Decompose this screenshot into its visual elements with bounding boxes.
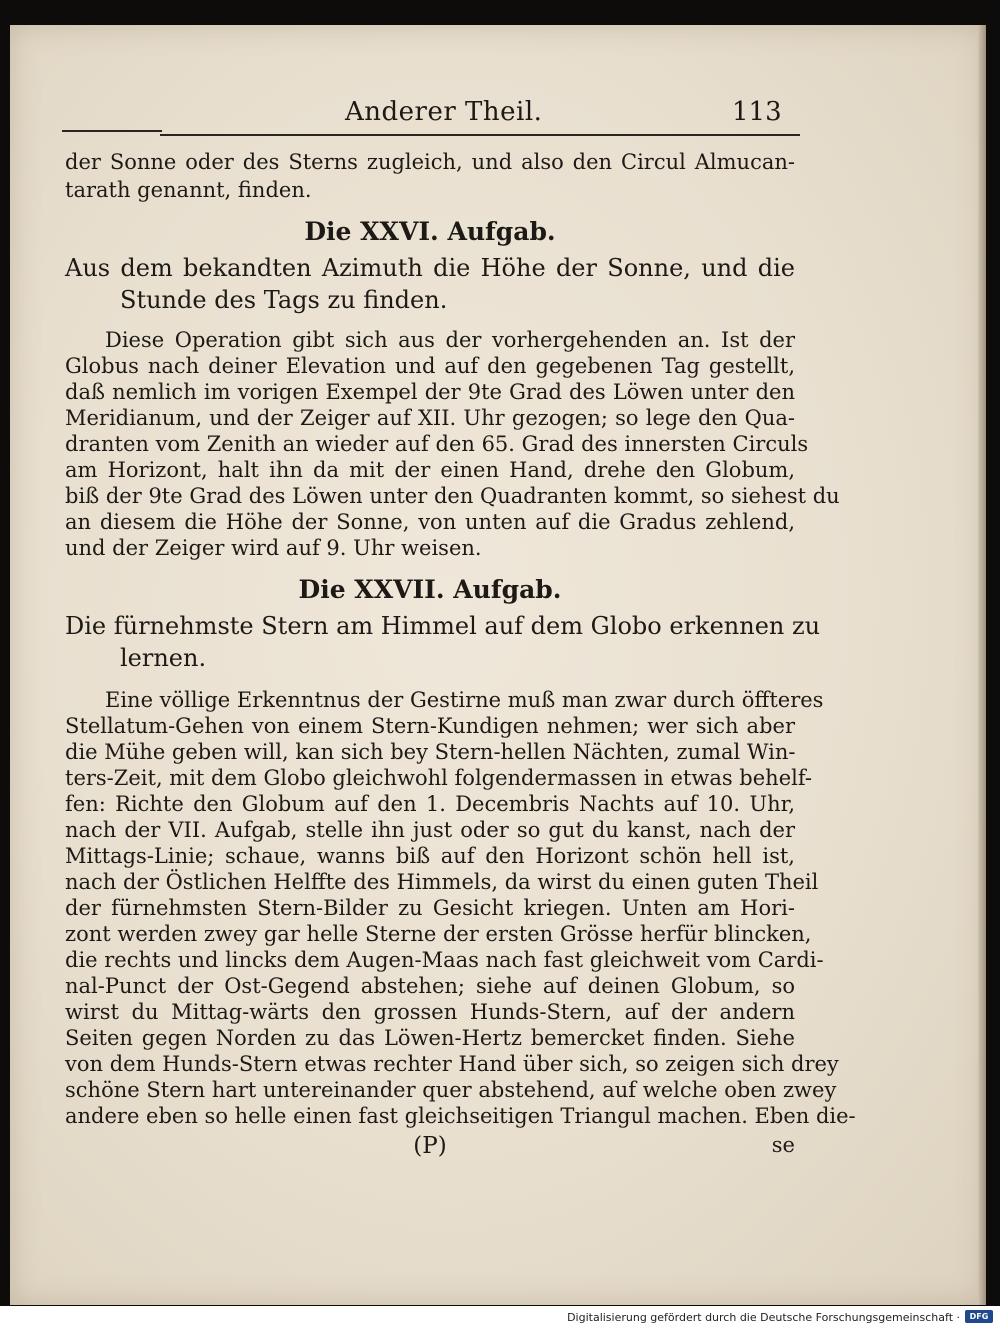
- body-line: Meridianum, und der Zeiger auf XII. Uhr gezogen; so lege den Qua-: [65, 406, 795, 430]
- catchword: se: [771, 1133, 795, 1157]
- continuation-line: tarath genannt, finden.: [65, 178, 312, 202]
- body-line: Diese Operation gibt sich aus der vorhergehenden an. Ist der: [105, 328, 795, 352]
- body-line: die rechts und lincks dem Augen-Maas nach fast gleichweit vom Cardi-: [65, 948, 824, 972]
- section-title-line: Aus dem bekandten Azimuth die Höhe der Sonne, und die: [65, 254, 795, 282]
- header-rule: [160, 134, 800, 136]
- body-line: am Horizont, halt ihn da mit der einen Hand, drehe den Globum,: [65, 458, 795, 482]
- dfg-logo-icon[interactable]: DFG: [965, 1310, 993, 1323]
- continuation-line: der Sonne oder des Sterns zugleich, und also den Circul Almucan-: [65, 150, 795, 174]
- body-line: biß der 9te Grad des Löwen unter den Quadranten kommt, so siehest du: [65, 484, 840, 508]
- section-title-line: Die fürnehmste Stern am Himmel auf dem Globo erkennen zu: [65, 612, 821, 640]
- page-number: 113: [732, 97, 782, 127]
- body-line: daß nemlich im vorigen Exempel der 9te Grad des Löwen unter den: [65, 380, 795, 404]
- body-line: Mittags-Linie; schaue, wanns biß auf den Horizont schön hell ist,: [65, 844, 795, 868]
- body-line: ters-Zeit, mit dem Globo gleichwohl folgendermassen in etwas behelf-: [65, 766, 812, 790]
- body-line: nach der VII. Aufgab, stelle ihn just oder so gut du kanst, nach der: [65, 818, 795, 842]
- body-line: dranten vom Zenith an wieder auf den 65. Grad des innersten Circuls: [65, 432, 809, 456]
- body-line: und der Zeiger wird auf 9. Uhr weisen.: [65, 536, 482, 560]
- header-rule-left: [62, 130, 162, 132]
- footer-credit: Digitalisierung gefördert durch die Deutsche Forschungsgemeinschaft ·: [567, 1311, 960, 1324]
- body-line: andere eben so helle einen fast gleichseitigen Triangul machen. Eben die-: [65, 1104, 856, 1128]
- signature-mark: (P): [413, 1133, 447, 1159]
- body-line: an diesem die Höhe der Sonne, von unten auf die Gradus zehlend,: [65, 510, 795, 534]
- section-heading-26: Die XXVI. Aufgab.: [304, 217, 556, 246]
- section-heading-27: Die XXVII. Aufgab.: [298, 575, 562, 604]
- body-line: von dem Hunds-Stern etwas rechter Hand über sich, so zeigen sich drey: [65, 1052, 839, 1076]
- body-line: der fürnehmsten Stern-Bilder zu Gesicht kriegen. Unten am Hori-: [65, 896, 795, 920]
- section-title-line: Stunde des Tags zu finden.: [120, 286, 448, 314]
- body-line: zont werden zwey gar helle Sterne der ersten Grösse herfür blincken,: [65, 922, 812, 946]
- body-line: fen: Richte den Globum auf den 1. Decembris Nachts auf 10. Uhr,: [65, 792, 795, 816]
- body-line: die Mühe geben will, kan sich bey Stern-hellen Nächten, zumal Win-: [65, 740, 796, 764]
- body-line: wirst du Mittag-wärts den grossen Hunds-Stern, auf der andern: [65, 1000, 795, 1024]
- body-line: nal-Punct der Ost-Gegend abstehen; siehe auf deinen Globum, so: [65, 974, 795, 998]
- body-line: Eine völlige Erkenntnus der Gestirne muß man zwar durch öffteres: [105, 688, 824, 712]
- body-line: Seiten gegen Norden zu das Löwen-Hertz bemercket finden. Siehe: [65, 1026, 795, 1050]
- body-line: nach der Östlichen Helffte des Himmels, da wirst du einen guten Theil: [65, 870, 819, 894]
- page-edge: [978, 25, 986, 1305]
- body-line: schöne Stern hart untereinander quer abstehend, auf welche oben zwey: [65, 1078, 837, 1102]
- running-head: Anderer Theil.: [345, 97, 543, 127]
- body-line: Stellatum-Gehen von einem Stern-Kundigen nehmen; wer sich aber: [65, 714, 795, 738]
- section-title-line: lernen.: [120, 644, 207, 672]
- book-page: [10, 25, 986, 1305]
- body-line: Globus nach deiner Elevation und auf den gegebenen Tag gestellt,: [65, 354, 795, 378]
